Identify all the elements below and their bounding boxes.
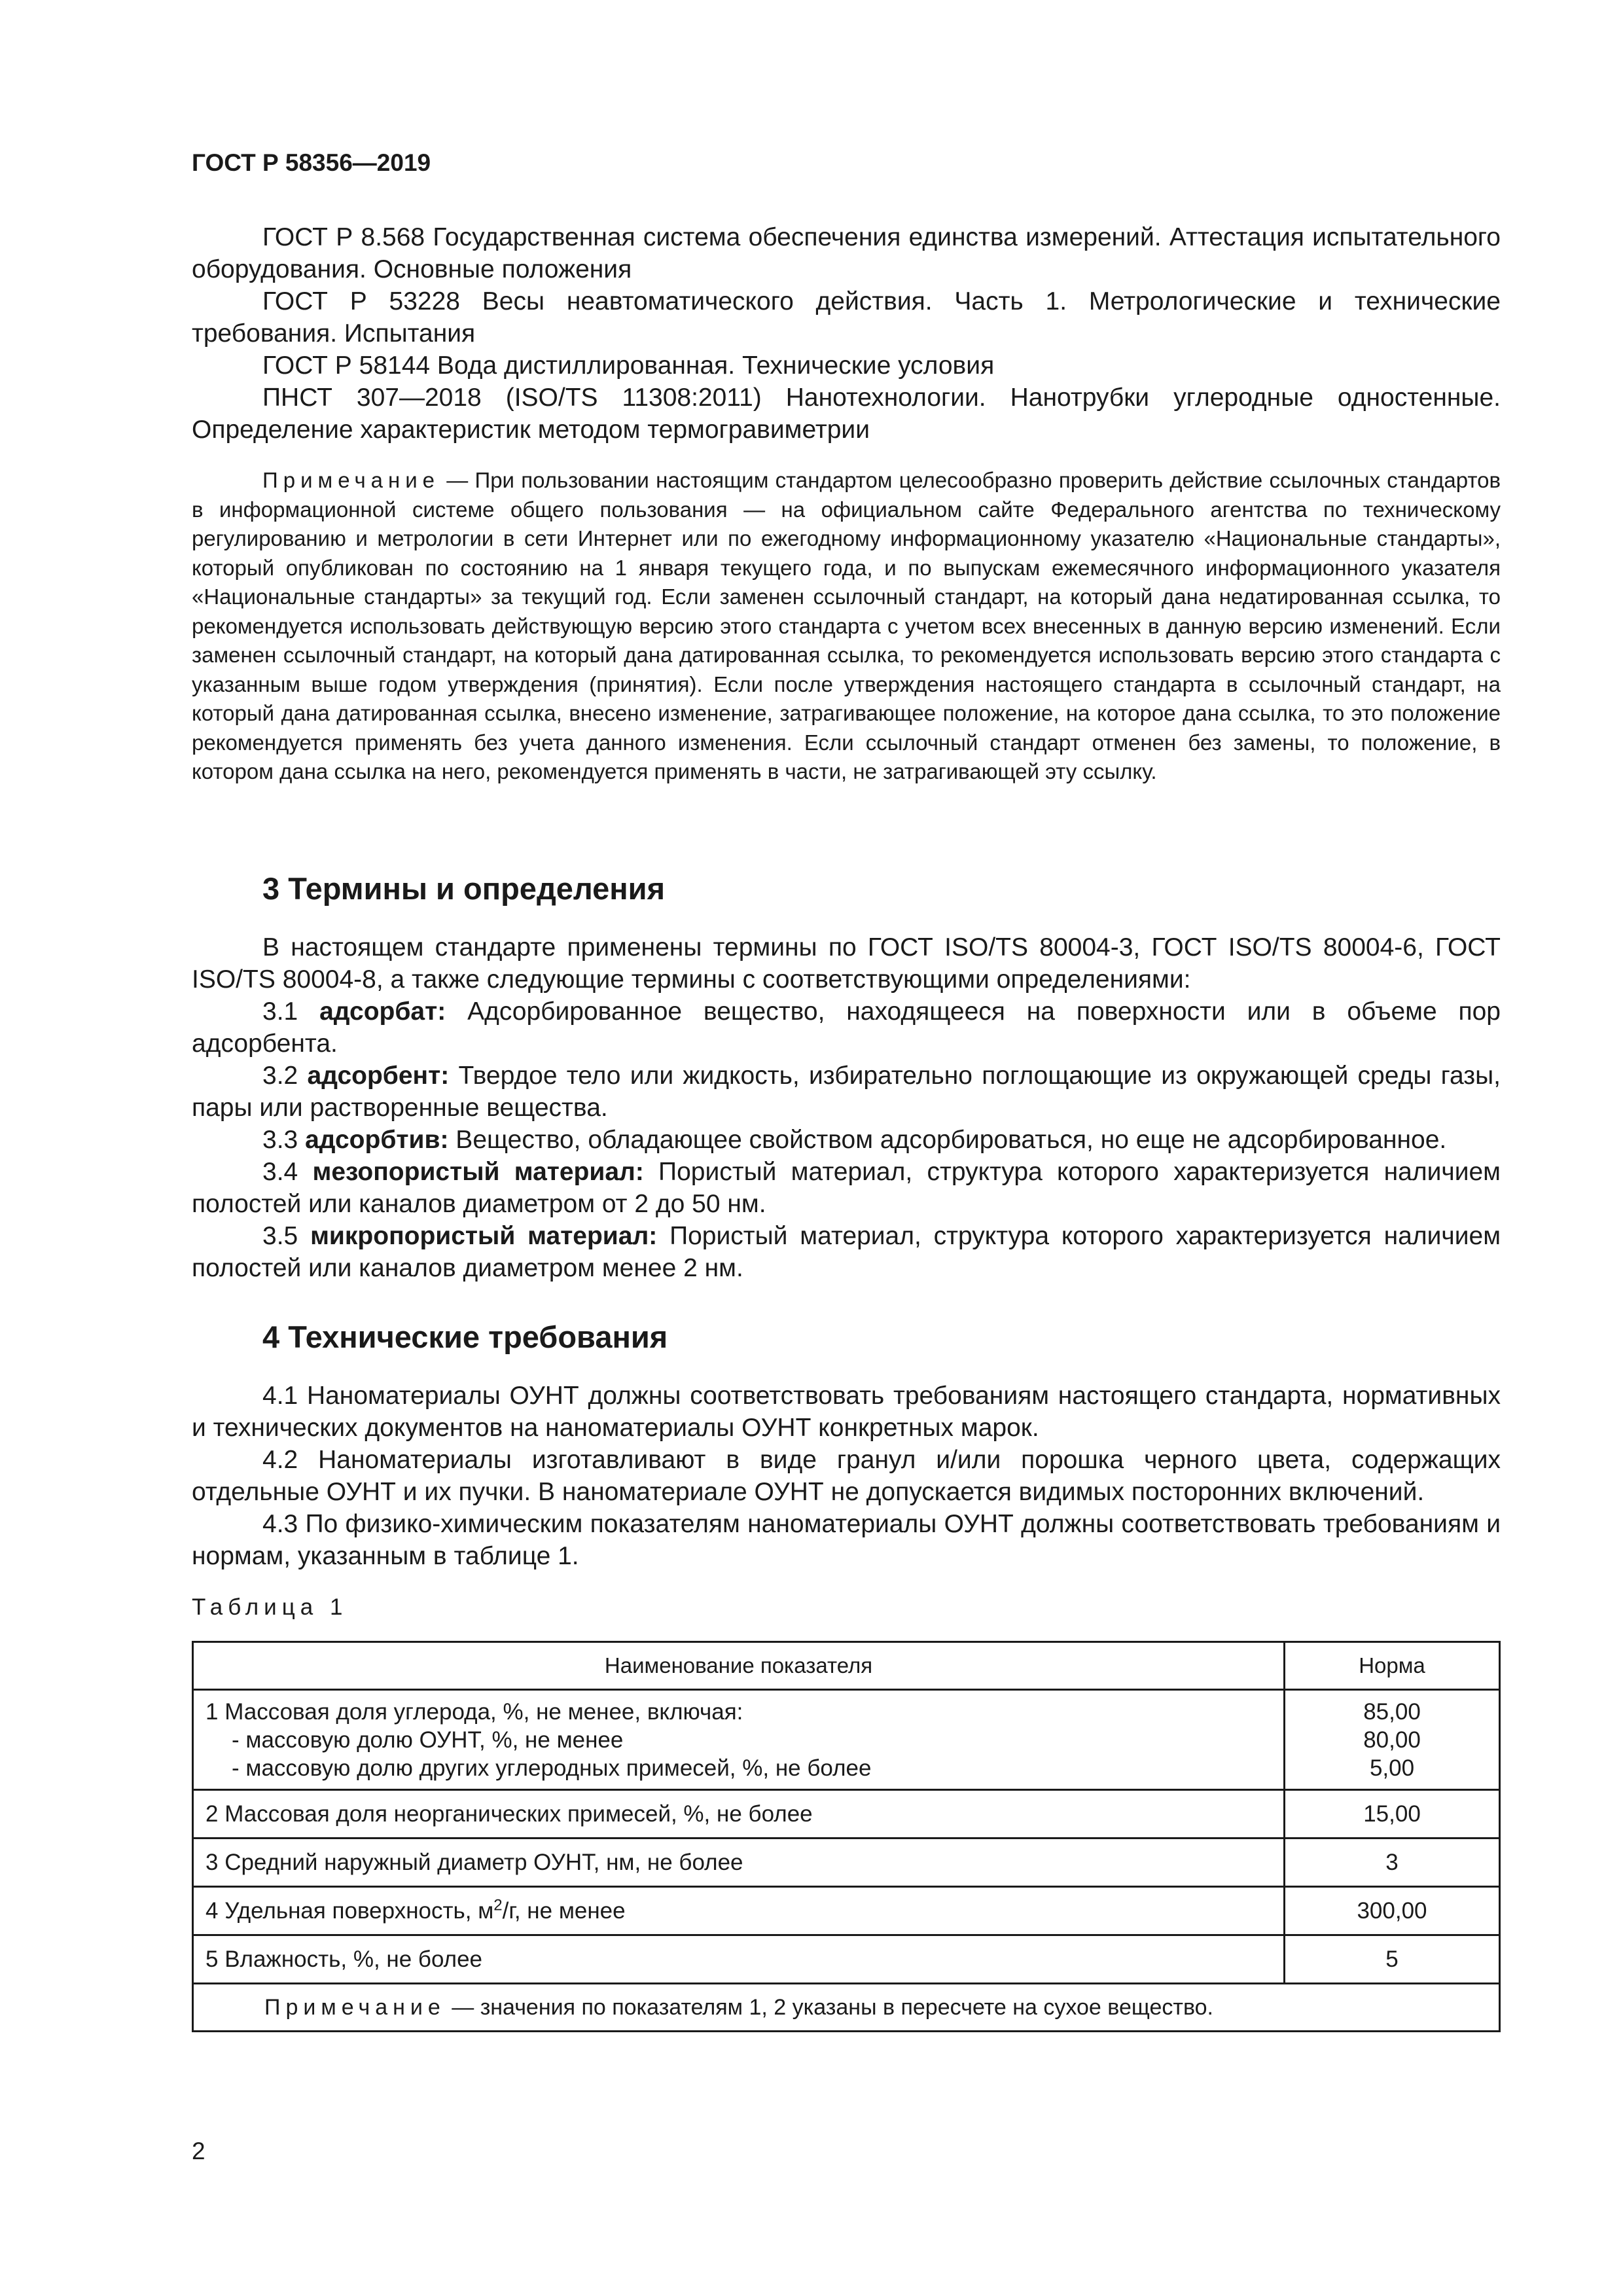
table-row bbox=[193, 1790, 1500, 1839]
term-item: 3.1 адсорбат: Адсорбированное вещество, находящееся на поверхности или в объеме пор адсорбента. bbox=[192, 997, 1501, 1058]
col-norm-header: Норма bbox=[1285, 1642, 1500, 1690]
col-name-header: Наименование показателя bbox=[193, 1642, 1285, 1690]
row-5-name: 5 Влажность, %, не более bbox=[193, 1935, 1285, 1984]
normative-references bbox=[192, 221, 1501, 446]
row-1-sub-2: - массовую долю других углеродных примесей, %, не более bbox=[232, 1755, 872, 1781]
section-3-intro: В настоящем стандарте применены термины по ГОСТ ISO/TS 80004-3, ГОСТ ISO/TS 80004-6, ГОСТ ISO/TS 80004-8, а также следующие термины с соответствующими определениями: bbox=[192, 933, 1501, 994]
row-1-value-1: 85,00 bbox=[1363, 1698, 1421, 1725]
term-item: 3.2 адсорбент: Твердое тело или жидкость, избирательно поглощающие из окружающей среды газы, пары или растворенные вещества. bbox=[192, 1062, 1501, 1122]
table-header-row bbox=[193, 1642, 1500, 1690]
table-row bbox=[193, 1839, 1500, 1887]
reference-item: ГОСТ Р 8.568 Государственная система обеспечения единства измерений. Аттестация испытательного оборудования. Основные положения bbox=[192, 223, 1501, 283]
row-2-value: 15,00 bbox=[1285, 1790, 1500, 1839]
row-4-name: 4 Удельная поверхность, $м^2/г$, не менее bbox=[193, 1887, 1285, 1935]
term-item: 3.5 микропористый материал: Пористый материал, структура которого характеризуется наличием полостей или каналов диаметром менее 2 нм. bbox=[192, 1222, 1501, 1282]
row-1-name: 1 Массовая доля углерода, %, не менее, включая: bbox=[205, 1698, 743, 1725]
row-4-value: 300,00 bbox=[1285, 1887, 1500, 1935]
reference-item: ГОСТ Р 53228 Весы неавтоматического действия. Часть 1. Метрологические и технические требования. Испытания bbox=[192, 287, 1501, 348]
section-3 bbox=[192, 870, 1501, 1284]
table-row bbox=[193, 1690, 1500, 1790]
row-1-value-3: 5,00 bbox=[1369, 1755, 1415, 1781]
row-2-name: 2 Массовая доля неорганических примесей, %, не более bbox=[193, 1790, 1285, 1839]
note-text: — При пользовании настоящим стандартом целесообразно проверить действие ссылочных стандартов в информационной системе общего пользования — на официальном сайте Федерального агентства по техническому регулированию и метрологии в сети Интернет или по ежегодному информационному указателю «Национальные стандарты», который опубликован по состоянию на 1 января текущего года, и по выпускам ежемесячного информационного указателя «Национальные стандарты» за текущий год. Если заменен ссылочный стандарт, на который дана недатированная ссылка, то рекомендуется использовать действующую версию этого стандарта с учетом всех внесенных в данную версию изменений. Если заменен ссылочный стандарт, на который дана датированная ссылка, то рекомендуется использовать версию этого стандарта с указанным выше годом утверждения (принятия). Если после утверждения настоящего стандарта в ссылочный стандарт, на который дана датированная ссылка, внесено изменение, затрагивающее положение, на которое дана ссылка, то это положение рекомендуется применять без учета данного изменения. Если ссылочный стандарт отменен без замены, то положение, в котором дана ссылка на него, рекомендуется применять в части, не затрагивающей эту ссылку. bbox=[192, 468, 1501, 783]
properties-table bbox=[192, 1641, 1501, 2032]
table-row bbox=[193, 1935, 1500, 1984]
reference-item: ПНСТ 307—2018 (ISO/TS 11308:2011) Нанотехнологии. Нанотрубки углеродные одностенные. Определение характеристик методом термогравиметрии bbox=[192, 384, 1501, 444]
term-item: 3.3 адсорбтив: Вещество, обладающее свойством адсорбироваться, но еще не адсорбированное. bbox=[262, 1126, 1447, 1154]
reference-note bbox=[192, 466, 1501, 787]
section-4 bbox=[192, 1319, 1501, 1572]
row-1-value-2: 80,00 bbox=[1363, 1727, 1421, 1753]
row-3-name: 3 Средний наружный диаметр ОУНТ, нм, не более bbox=[193, 1839, 1285, 1887]
table-note-row bbox=[193, 1984, 1500, 2032]
note-label: Примечание bbox=[262, 468, 440, 492]
table-caption: Таблица 1 bbox=[192, 1594, 348, 1620]
term-item: 3.4 мезопористый материал: Пористый материал, структура которого характеризуется наличием полостей или каналов диаметром от 2 до 50 нм. bbox=[192, 1158, 1501, 1218]
reference-item: ГОСТ Р 58144 Вода дистиллированная. Технические условия bbox=[262, 351, 995, 380]
section-4-title: 4 Технические требования bbox=[262, 1319, 668, 1354]
row-1-sub-1: - массовую долю ОУНТ, %, не менее bbox=[232, 1727, 624, 1753]
section-3-title: 3 Термины и определения bbox=[262, 871, 665, 906]
requirement-item: 4.1 Наноматериалы ОУНТ должны соответствовать требованиям настоящего стандарта, нормативных и технических документов на наноматериалы ОУНТ конкретных марок. bbox=[192, 1382, 1501, 1442]
requirement-item: 4.3 По физико-химическим показателям наноматериалы ОУНТ должны соответствовать требованиям и нормам, указанным в таблице 1. bbox=[192, 1510, 1501, 1570]
table-note-label: Примечание bbox=[264, 1994, 446, 2020]
table-row bbox=[193, 1887, 1500, 1935]
page-number: 2 bbox=[192, 2138, 205, 2164]
requirement-item: 4.2 Наноматериалы изготавливают в виде гранул и/или порошка черного цвета, содержащих отдельные ОУНТ и их пучки. В наноматериале ОУНТ не допускается видимых посторонних включений. bbox=[192, 1446, 1501, 1506]
row-5-value: 5 bbox=[1285, 1935, 1500, 1984]
row-3-value: 3 bbox=[1285, 1839, 1500, 1887]
document-header: ГОСТ Р 58356—2019 bbox=[192, 149, 431, 176]
table-note-text: — значения по показателям 1, 2 указаны в пересчете на сухое вещество. bbox=[445, 1994, 1213, 2020]
